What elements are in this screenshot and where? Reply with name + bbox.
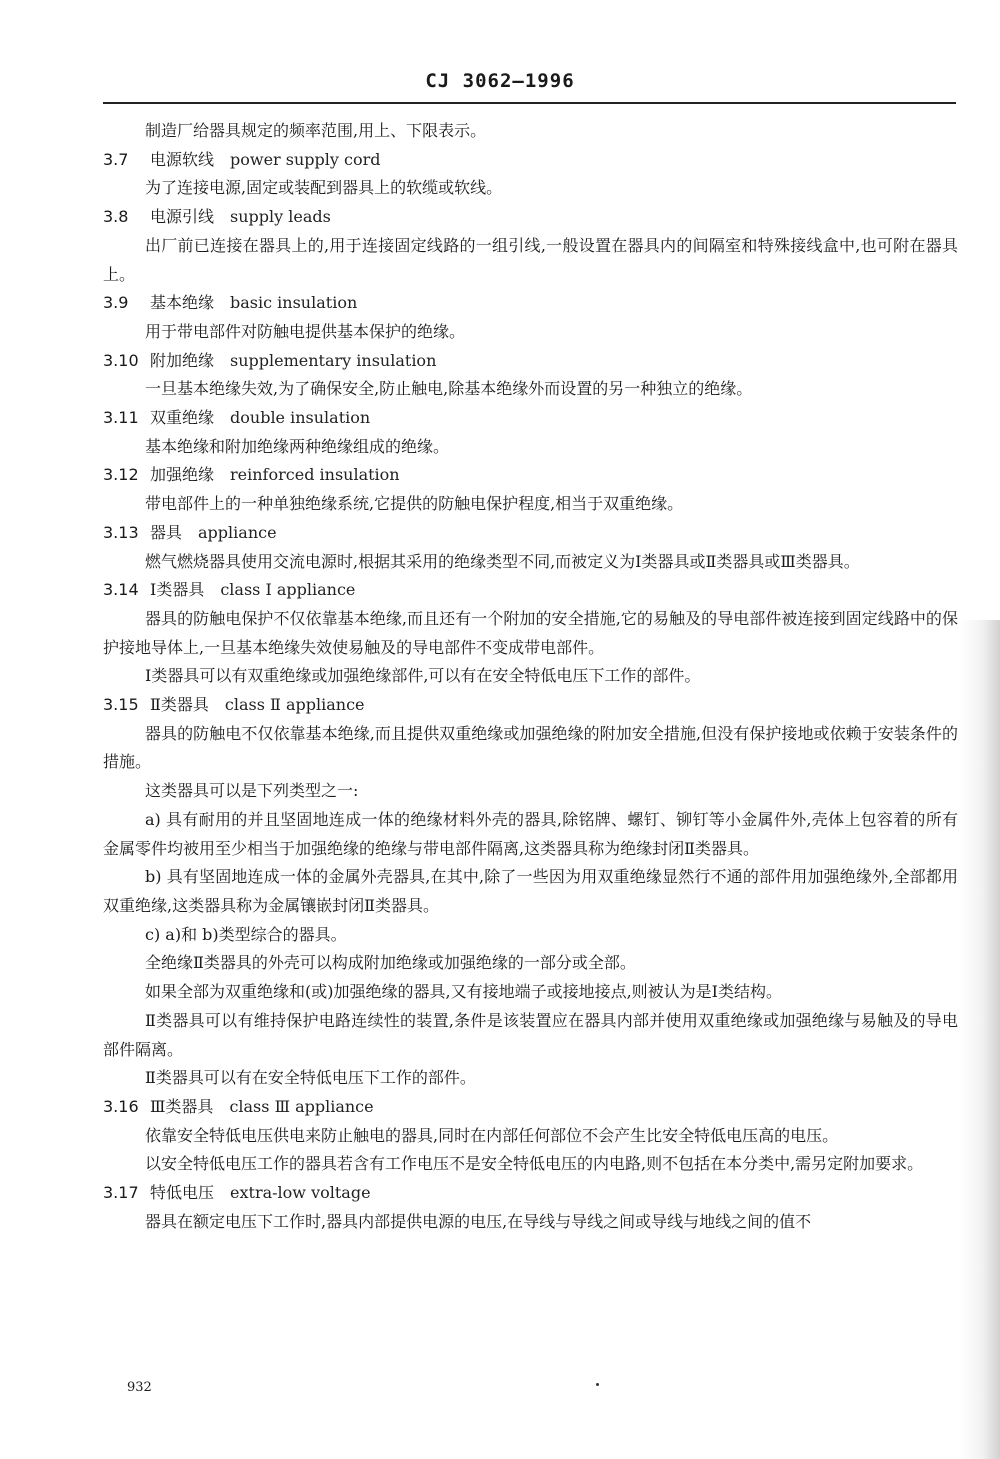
term-english: extra-low voltage: [230, 1183, 371, 1203]
paragraph: 以安全特低电压工作的器具若含有工作电压不是安全特低电压的内电路,则不包括在本分类中,需另定附加要求。: [145, 1154, 924, 1174]
paragraph: Ⅰ类器具可以有双重绝缘或加强绝缘部件,可以有在安全特低电压下工作的部件。: [145, 666, 701, 686]
scan-speck: [596, 1383, 599, 1386]
header-rule: [103, 102, 956, 104]
paragraph: 器具在额定电压下工作时,器具内部提供电源的电压,在导线与导线之间或导线与地线之间的值不: [145, 1211, 812, 1231]
paragraph: 依靠安全特低电压供电来防止触电的器具,同时在内部任何部位不会产生比安全特低电压高的电压。: [145, 1125, 839, 1145]
term-heading: [103, 1179, 958, 1208]
term-chinese: Ⅰ类器具: [150, 580, 205, 600]
term-heading: [103, 203, 958, 232]
scan-edge-shadow: [960, 620, 1000, 1459]
term-chinese: 特低电压: [150, 1183, 215, 1203]
paragraph: 燃气燃烧器具使用交流电源时,根据其采用的绝缘类型不同,而被定义为Ⅰ类器具或Ⅱ类器具或Ⅲ类器具。: [145, 551, 860, 571]
term-heading: [103, 347, 958, 376]
term-number: 3.10: [103, 350, 139, 370]
term-heading: [103, 289, 958, 318]
paragraph: Ⅱ类器具可以有维持保护电路连续性的装置,条件是该装置应在器具内部并使用双重绝缘或加强绝缘与易触及的导电部件隔离。: [103, 1010, 958, 1059]
term-english: class Ⅱ appliance: [224, 695, 365, 715]
term-english: class Ⅰ appliance: [220, 580, 356, 600]
term-english: supplementary insulation: [230, 350, 437, 370]
term-chinese: 附加绝缘: [150, 350, 215, 370]
term-heading: [103, 519, 958, 548]
term-number: 3.8: [103, 207, 129, 227]
paragraph: b) 具有坚固地连成一体的金属外壳器具,在其中,除了一些因为用双重绝缘显然行不通的部件用加强绝缘外,全部都用双重绝缘,这类器具称为金属镶嵌封闭Ⅱ类器具。: [103, 867, 958, 915]
term-heading: [103, 691, 958, 720]
paragraph: 为了连接电源,固定或装配到器具上的软缆或软线。: [145, 178, 503, 198]
term-english: reinforced insulation: [230, 465, 400, 485]
term-heading: [103, 1093, 958, 1122]
paragraph: a) 具有耐用的并且坚固地连成一体的绝缘材料外壳的器具,除铭牌、螺钉、铆钉等小金属件外,壳体上包容着的所有金属零件均被用至少相当于加强绝缘的绝缘与带电部件隔离,这类器具称为绝缘封闭Ⅱ类器具。: [103, 809, 958, 858]
paragraph: 器具的防触电不仅依靠基本绝缘,而且提供双重绝缘或加强绝缘的附加安全措施,但没有保护接地或依赖于安装条件的措施。: [103, 723, 958, 772]
term-heading: [103, 576, 958, 605]
standard-code-header: CJ 3062—1996: [425, 70, 575, 92]
term-english: supply leads: [230, 207, 331, 227]
term-chinese: 电源软线: [150, 149, 215, 169]
term-number: 3.17: [103, 1183, 139, 1203]
term-english: power supply cord: [230, 149, 381, 169]
term-heading: [103, 404, 958, 433]
term-number: 3.9: [103, 293, 129, 313]
term-chinese: Ⅲ类器具: [150, 1096, 214, 1116]
term-number: 3.11: [103, 408, 139, 428]
term-chinese: Ⅱ类器具: [150, 695, 209, 715]
term-number: 3.14: [103, 580, 139, 600]
paragraph: 一旦基本绝缘失效,为了确保安全,防止触电,除基本绝缘外而设置的另一种独立的绝缘。: [145, 379, 753, 399]
term-number: 3.15: [103, 695, 139, 715]
paragraph: 全绝缘Ⅱ类器具的外壳可以构成附加绝缘或加强绝缘的一部分或全部。: [145, 953, 636, 973]
paragraph: c) a)和 b)类型综合的器具。: [145, 924, 347, 944]
term-english: double insulation: [230, 408, 371, 428]
term-chinese: 双重绝缘: [150, 408, 215, 428]
term-english: basic insulation: [230, 293, 358, 313]
paragraph: 器具的防触电保护不仅依靠基本绝缘,而且还有一个附加的安全措施,它的易触及的导电部件被连接到固定线路中的保护接地导体上,一旦基本绝缘失效使易触及的导电部件不变成带电部件。: [103, 608, 958, 657]
term-chinese: 电源引线: [150, 207, 215, 227]
term-chinese: 基本绝缘: [150, 293, 215, 313]
term-heading: [103, 146, 958, 175]
paragraph: 出厂前已连接在器具上的,用于连接固定线路的一组引线,一般设置在器具内的间隔室和特殊接线盒中,也可附在器具上。: [103, 235, 958, 284]
paragraph: 制造厂给器具规定的频率范围,用上、下限表示。: [145, 121, 487, 140]
term-heading: [103, 461, 958, 490]
term-english: appliance: [198, 522, 277, 542]
term-number: 3.13: [103, 522, 139, 542]
term-chinese: 器具: [150, 522, 183, 542]
paragraph: 如果全部为双重绝缘和(或)加强绝缘的器具,又有接地端子或接地接点,则被认为是Ⅰ类结构。: [145, 982, 782, 1002]
term-number: 3.16: [103, 1096, 139, 1116]
term-number: 3.12: [103, 465, 139, 485]
paragraph: 用于带电部件对防触电提供基本保护的绝缘。: [145, 321, 466, 341]
document-body: [103, 117, 958, 1236]
term-english: class Ⅲ appliance: [229, 1096, 374, 1116]
paragraph: 带电部件上的一种单独绝缘系统,它提供的防触电保护程度,相当于双重绝缘。: [145, 494, 684, 514]
paragraph: 基本绝缘和附加绝缘两种绝缘组成的绝缘。: [145, 436, 450, 456]
page-number: 932: [127, 1380, 152, 1395]
term-chinese: 加强绝缘: [150, 465, 215, 485]
term-number: 3.7: [103, 149, 129, 169]
paragraph: Ⅱ类器具可以有在安全特低电压下工作的部件。: [145, 1068, 476, 1088]
paragraph: 这类器具可以是下列类型之一:: [145, 781, 359, 801]
